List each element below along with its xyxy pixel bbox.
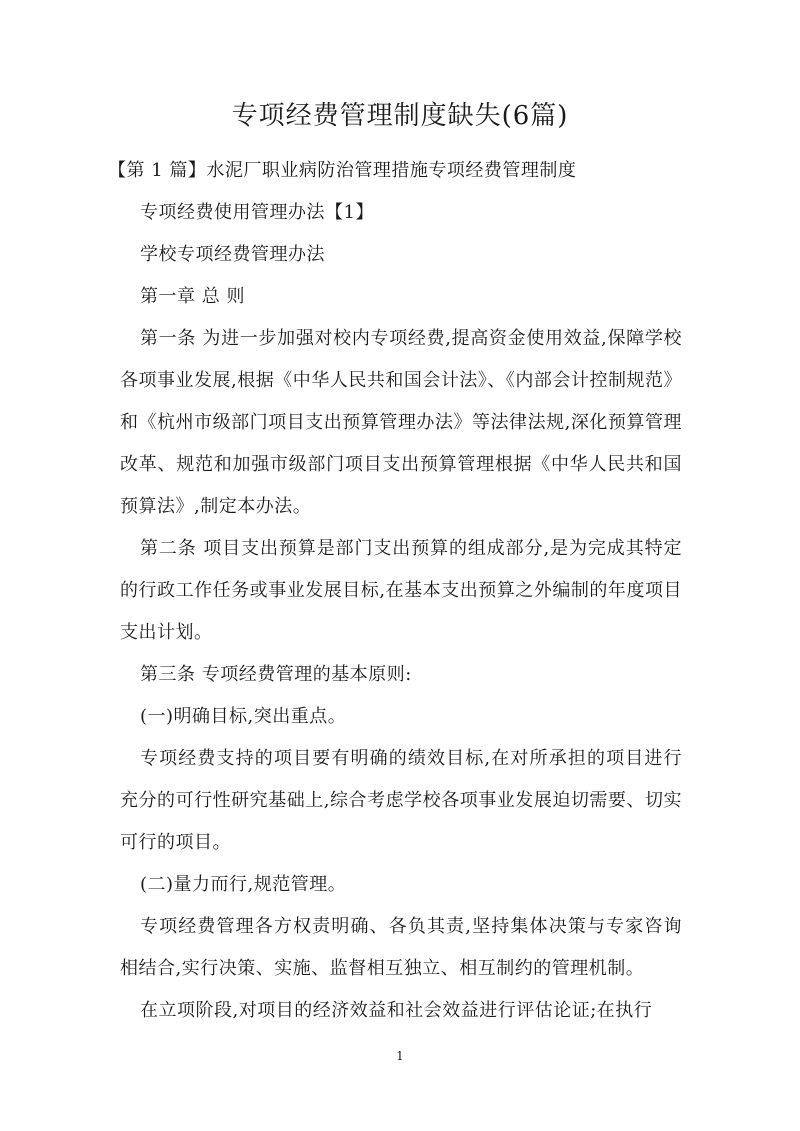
page-number: 1 <box>396 1049 404 1063</box>
document-body <box>108 150 682 1032</box>
paragraph-section-heading: 专项经费使用管理办法【1】 <box>140 202 374 223</box>
paragraph-project-phase: 在立项阶段,对项目的经济效益和社会效益进行评估论证;在执行 <box>140 1000 653 1021</box>
paragraph-chapter-heading: 第一章 总 则 <box>140 286 245 307</box>
paragraph-article-2: 第二条 项目支出预算是部门支出预算的组成部分,是为完成其特定的行政工作任务或事业发展目标,在基本支出预算之外编制的年度项目支出计划。 <box>120 538 682 643</box>
paragraph-principle-1-heading: (一)明确目标,突出重点。 <box>140 706 347 727</box>
paragraph-part-heading: 【第 1 篇】水泥厂职业病防治管理措施专项经费管理制度 <box>108 160 577 181</box>
paragraph-principle-2-body: 专项经费管理各方权责明确、各负其责,坚持集体决策与专家咨询相结合,实行决策、实施、监督相互独立、相互制约的管理机制。 <box>120 916 682 979</box>
paragraph-article-3: 第三条 专项经费管理的基本原则: <box>140 664 412 685</box>
paragraph-article-1: 第一条 为进一步加强对校内专项经费,提高资金使用效益,保障学校各项事业发展,根据《中华人民共和国会计法》、《内部会计控制规范》和《杭州市级部门项目支出预算管理办法》等法律法规,深化预算管理改革、规范和加强市级部门项目支出预算管理根据《中华人民共和国预算法》,制定本办法。 <box>120 328 682 517</box>
paragraph-subtitle: 学校专项经费管理办法 <box>140 244 325 265</box>
paragraph-principle-2-heading: (二)量力而行,规范管理。 <box>140 874 347 895</box>
paragraph-principle-1-body: 专项经费支持的项目要有明确的绩效目标,在对所承担的项目进行充分的可行性研究基础上,综合考虑学校各项事业发展迫切需要、切实可行的项目。 <box>120 748 682 853</box>
document-title: 专项经费管理制度缺失(6篇) <box>231 101 569 131</box>
